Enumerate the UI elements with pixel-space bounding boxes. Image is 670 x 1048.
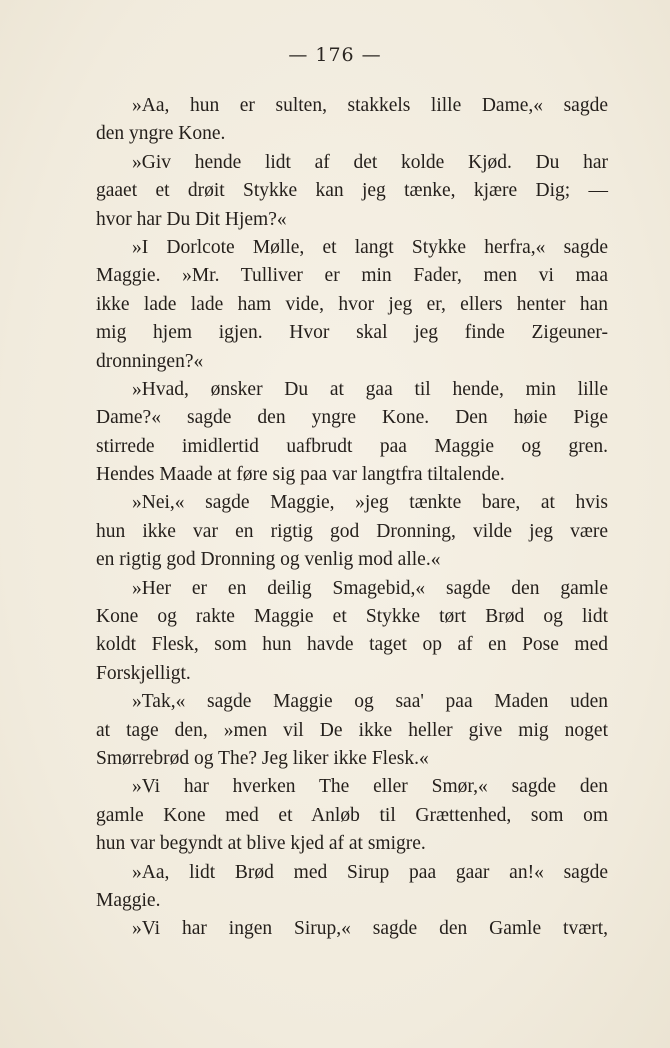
text-line: »Vi har hverken The eller Smør,« sagde den <box>132 776 608 798</box>
text-line: »Hvad, ønsker Du at gaa til hende, min lille <box>132 378 608 400</box>
text-line: »Aa, lidt Brød med Sirup paa gaar an!« sagde <box>132 861 608 883</box>
text-line: dronningen?« <box>96 350 204 372</box>
text-line: gaaet et drøit Stykke kan jeg tænke, kjære Dig; — <box>96 180 608 202</box>
text-line: Dame?« sagde den yngre Kone. Den høie Pige <box>96 407 608 429</box>
text-line: ikke lade lade ham vide, hvor jeg er, ellers henter han <box>96 293 608 315</box>
text-line: hvor har Du Dit Hjem?« <box>96 208 287 230</box>
text-line: Maggie. <box>96 889 161 911</box>
text-line: »I Dorlcote Mølle, et langt Stykke herfra,« sagde <box>132 236 608 258</box>
text-line: Kone og rakte Maggie et Stykke tørt Brød og lidt <box>96 606 608 628</box>
text-line: »Tak,« sagde Maggie og saa' paa Maden uden <box>132 691 608 713</box>
page-number: — 176 — <box>288 44 382 66</box>
text-line: »Aa, hun er sulten, stakkels lille Dame,« sagde <box>132 95 608 116</box>
text-line: Smørrebrød og The? Jeg liker ikke Flesk.« <box>96 747 429 769</box>
text-line: hun ikke var en rigtig god Dronning, vilde jeg være <box>96 520 608 542</box>
text-line: hun var begyndt at blive kjed af at smigre. <box>96 833 426 855</box>
text-line: »Nei,« sagde Maggie, »jeg tænkte bare, at hvis <box>132 492 608 514</box>
text-line: den yngre Kone. <box>96 123 226 145</box>
text-line: »Her er en deilig Smagebid,« sagde den gamle <box>132 577 608 599</box>
text-line: koldt Flesk, som hun havde taget op af en Pose med <box>96 634 608 656</box>
text-line: Maggie. »Mr. Tulliver er min Fader, men vi maa <box>96 265 608 287</box>
text-line: gamle Kone med et Anløb til Grættenhed, som om <box>96 804 608 826</box>
text-line: »Vi har ingen Sirup,« sagde den Gamle tvært, <box>132 918 608 940</box>
text-line: Hendes Maade at føre sig paa var langtfra tiltalende. <box>96 464 505 486</box>
text-line: mig hjem igjen. Hvor skal jeg finde Zigeuner- <box>96 322 608 344</box>
text-line: Forskjelligt. <box>96 662 191 684</box>
body-text <box>96 92 608 944</box>
text-line: »Giv hende lidt af det kolde Kjød. Du har <box>132 151 608 173</box>
text-line: en rigtig god Dronning og venlig mod alle.« <box>96 549 441 571</box>
text-line: at tage den, »men vil De ikke heller give mig noget <box>96 719 608 741</box>
text-line: stirrede imidlertid uafbrudt paa Maggie og gren. <box>96 435 608 457</box>
